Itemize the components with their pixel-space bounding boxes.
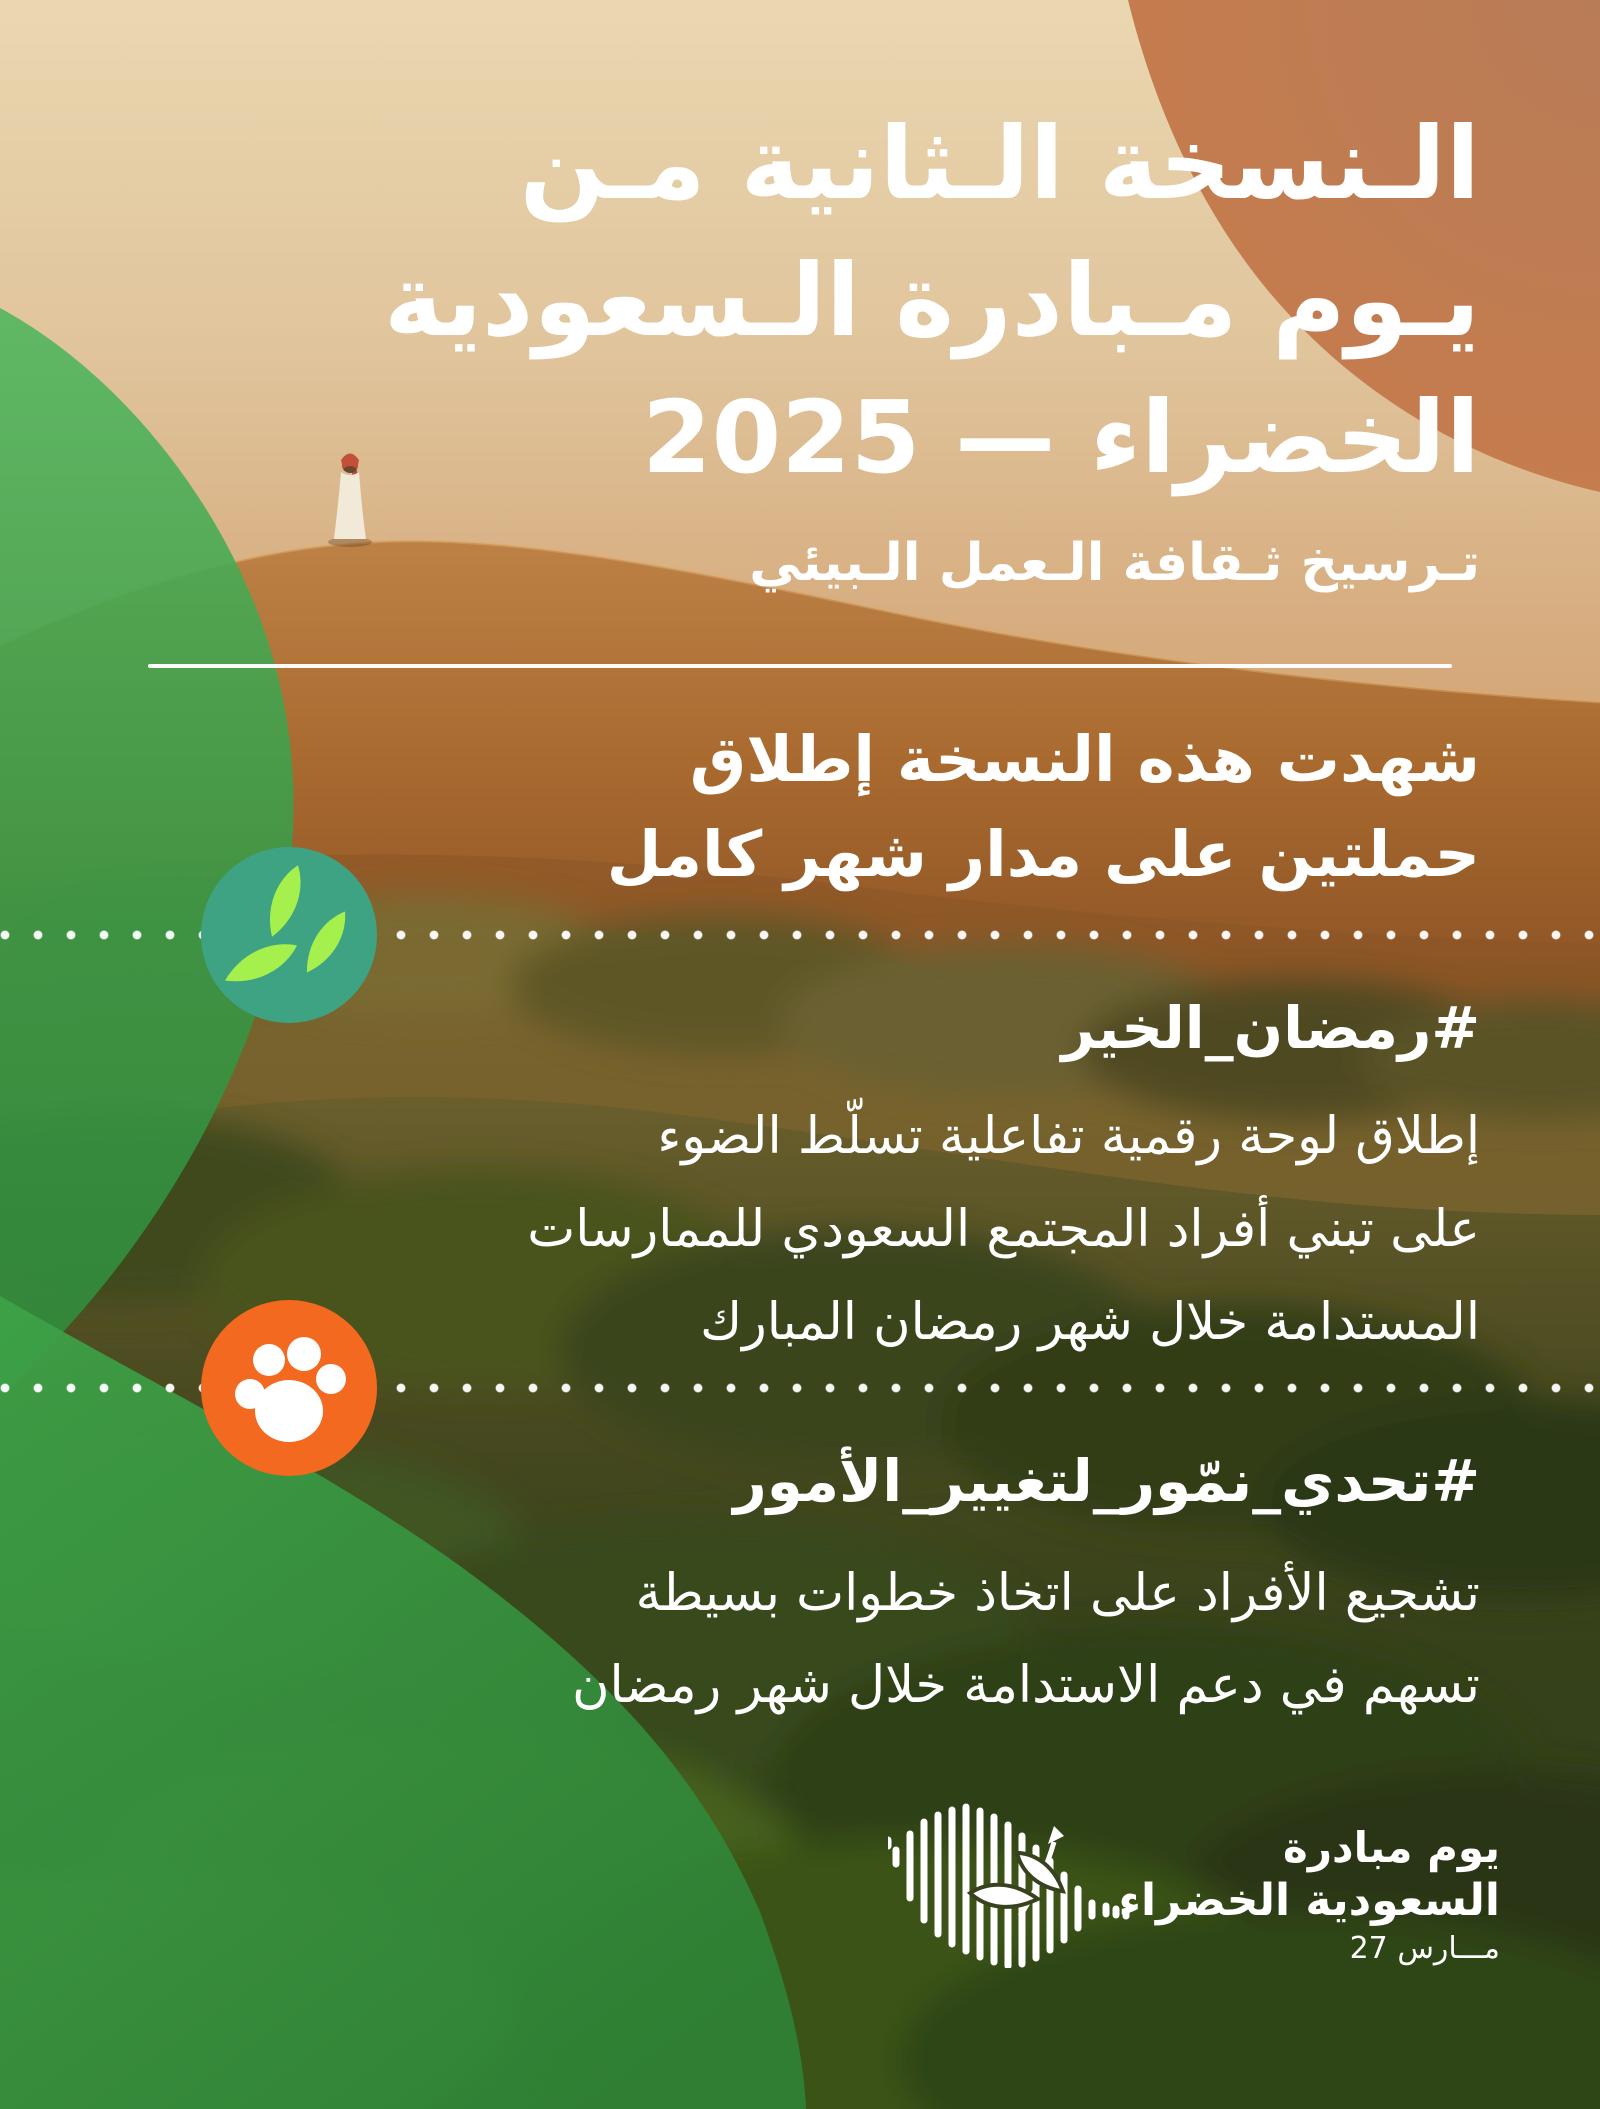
intro-line-1: شهدت هذه النسخة إطلاق bbox=[689, 723, 1480, 796]
paw-icon bbox=[199, 1298, 379, 1478]
logo-name-line-1: يوم مبادرة bbox=[1283, 1823, 1500, 1872]
page-title bbox=[384, 95, 1480, 506]
sgi-logo-mark bbox=[888, 1788, 1138, 1968]
campaign-2-description bbox=[572, 1548, 1480, 1732]
subtitle: تـرسيخ ثـقافة الـعمل الـبيئي bbox=[749, 533, 1480, 593]
intro-heading bbox=[607, 712, 1480, 902]
campaign-1-description bbox=[527, 1090, 1480, 1369]
campaign-1-desc-line-3: المستدامة خلال شهر رمضان المبارك bbox=[700, 1293, 1480, 1352]
logo-date: 27 مـــارس bbox=[1349, 1931, 1500, 1966]
campaign-2-desc-line-2: تسهم في دعم الاستدامة خلال شهر رمضان bbox=[572, 1656, 1480, 1715]
campaign-1-desc-line-1: إطلاق لوحة رقمية تفاعلية تسلّط الضوء bbox=[657, 1107, 1480, 1166]
title-line-1: الـنسخة الـثانية مـن bbox=[519, 105, 1480, 222]
campaign-1-desc-line-2: على تبني أفراد المجتمع السعودي للممارسات bbox=[527, 1200, 1480, 1259]
title-line-2: يـوم مـبادرة الـسعودية bbox=[383, 242, 1480, 359]
campaign-1-hashtag: #رمضان_الخير bbox=[1061, 994, 1480, 1062]
section-divider-line bbox=[148, 664, 1452, 668]
logo-wordmark bbox=[1118, 1822, 1500, 1970]
campaign-2-desc-line-1: تشجيع الأفراد على اتخاذ خطوات بسيطة bbox=[635, 1564, 1480, 1623]
logo-name-line-2: السعودية الخضراء bbox=[1118, 1875, 1500, 1926]
intro-line-2: حملتين على مدار شهر كامل bbox=[606, 818, 1480, 891]
campaign-2-hashtag: #تحدي_نمّور_لتغيير_الأمور bbox=[733, 1447, 1480, 1515]
leaves-icon bbox=[199, 845, 379, 1025]
title-line-3: الخضراء — 2025 bbox=[642, 379, 1480, 496]
